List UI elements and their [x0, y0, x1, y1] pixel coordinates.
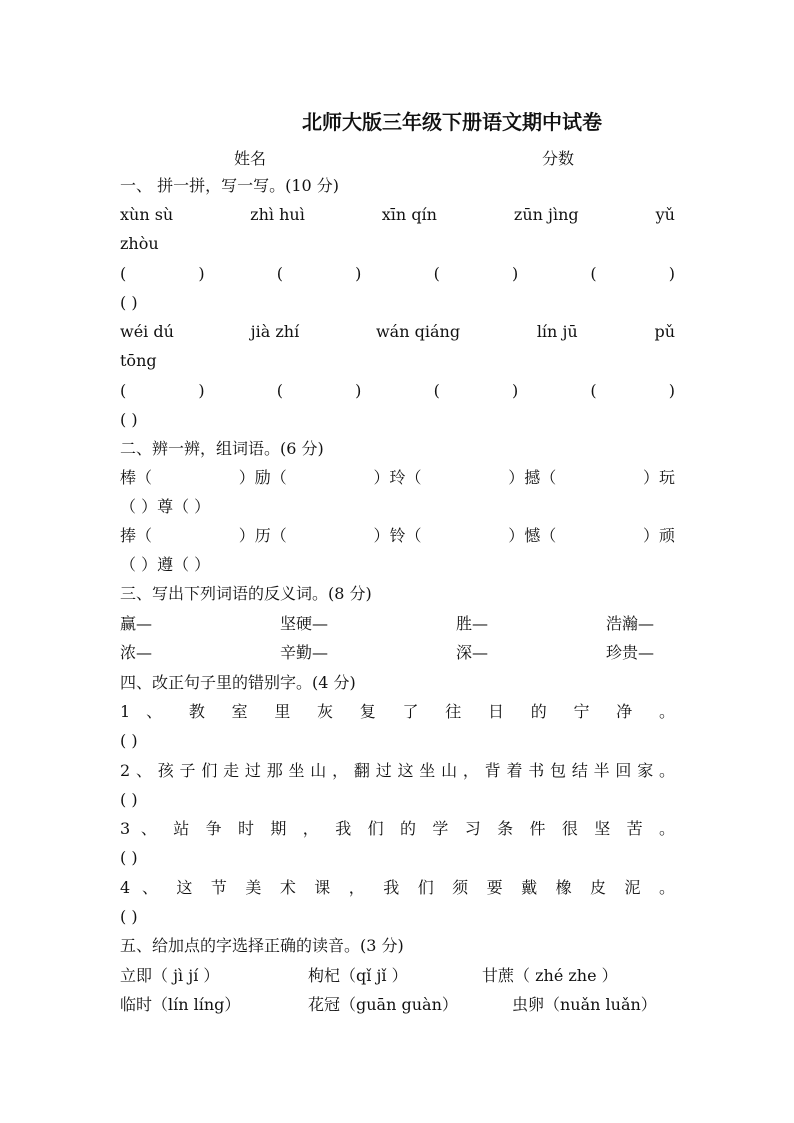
answer-blank: ( ): [120, 731, 138, 750]
word-item: ）憾（: [508, 526, 557, 545]
pinyin-row-1: [120, 205, 675, 225]
name-label: 姓名: [234, 149, 267, 168]
answer-blank-wrap-1: ( ): [120, 293, 138, 312]
paren-close: ): [668, 264, 675, 283]
antonym-item: 胜—: [456, 614, 489, 633]
pinyin-item: wán qiáng: [375, 322, 461, 341]
pinyin-item: zhì huì: [250, 205, 305, 224]
section-1-heading: 一、 拼一拼，写一写。(10 分): [120, 176, 340, 195]
antonym-item: 浓—: [120, 643, 153, 662]
pronunciation-item: 甘蔗（ zhé zhe ）: [482, 966, 618, 985]
answer-blank-wrap-2: ( ): [120, 410, 138, 429]
score-label: 分数: [542, 149, 575, 168]
page-title: 北师大版三年级下册语文期中试卷: [302, 110, 602, 134]
pinyin-wrap-2: tōng: [120, 351, 157, 370]
antonym-item: 深—: [456, 643, 489, 662]
paren-open: (: [276, 264, 284, 283]
word-group-wrap-2: （ ）遵（ ）: [120, 555, 211, 574]
paren-close: ): [668, 381, 675, 400]
pinyin-item: wéi dú: [120, 322, 174, 341]
pinyin-item: lín jū: [536, 322, 578, 341]
paren-open: (: [433, 264, 440, 283]
sentence-4: 4 、 这 节 美 术 课 ， 我 们 须 要 戴 橡 皮 泥 。: [120, 878, 675, 897]
word-item: ）玲（: [373, 468, 422, 487]
paren-open: (: [120, 381, 127, 400]
word-group-row-1: [120, 468, 675, 488]
word-item: ）历（: [238, 526, 287, 545]
sentence-2: 2、孩子们走过那坐山，翻过这坐山，背着书包结半回家。: [120, 761, 675, 780]
paren-open: (: [276, 381, 284, 400]
word-item: 棒（: [120, 468, 153, 487]
answer-blank-row-2: [120, 381, 675, 401]
section-4-heading: 四、改正句子里的错别字。(4 分): [120, 673, 356, 692]
pinyin-item: xīn qín: [381, 205, 437, 224]
word-item: ）励（: [238, 468, 287, 487]
pinyin-item: xùn sù: [120, 205, 174, 224]
word-item: ）顽: [642, 526, 675, 545]
sentence-3: 3 、 站 争 时 期 ， 我 们 的 学 习 条 件 很 坚 苦 。: [120, 819, 675, 838]
pronunciation-item: 花冠（guān guàn）: [308, 995, 458, 1014]
sentence-1: 1 、 教 室 里 灰 复 了 往 日 的 宁 净 。: [120, 702, 675, 721]
paren-close: ): [355, 264, 362, 283]
paren-close: ): [198, 381, 205, 400]
pinyin-item: pǔ: [654, 322, 675, 341]
word-item: ）玩: [642, 468, 675, 487]
paren-close: ): [355, 381, 362, 400]
antonym-item: 浩瀚—: [606, 614, 655, 633]
pinyin-item: yǔ: [655, 205, 675, 224]
antonym-item: 赢—: [120, 614, 153, 633]
pinyin-wrap-1: zhòu: [120, 234, 159, 253]
pronunciation-item: 临时（lín líng）: [120, 995, 241, 1014]
answer-blank: ( ): [120, 907, 138, 926]
answer-blank: ( ): [120, 848, 138, 867]
word-item: ）铃（: [373, 526, 422, 545]
section-5-heading: 五、给加点的字选择正确的读音。(3 分): [120, 936, 404, 955]
paren-close: ): [511, 381, 519, 400]
pinyin-row-2: [120, 322, 675, 342]
antonym-item: 坚硬—: [280, 614, 329, 633]
paren-open: (: [590, 381, 597, 400]
pinyin-item: jià zhí: [250, 322, 300, 341]
antonym-item: 辛勤—: [280, 643, 329, 662]
word-group-row-2: [120, 526, 675, 546]
section-2-heading: 二、辨一辨，组词语。(6 分): [120, 439, 324, 458]
antonym-item: 珍贵—: [606, 643, 655, 662]
pronunciation-item: 虫卵（nuǎn luǎn）: [512, 995, 657, 1014]
word-group-wrap-1: （ ）尊（ ）: [120, 497, 211, 516]
answer-blank: ( ): [120, 790, 138, 809]
word-item: ）撼（: [508, 468, 557, 487]
pinyin-item: zūn jìng: [513, 205, 579, 224]
paren-close: ): [198, 264, 205, 283]
pronunciation-item: 枸杞（qǐ jǐ ）: [308, 966, 408, 985]
pronunciation-item: 立即（ jì jí ）: [120, 966, 220, 985]
answer-blank-row-1: [120, 264, 675, 284]
section-3-heading: 三、写出下列词语的反义词。(8 分): [120, 584, 372, 603]
paren-open: (: [590, 264, 597, 283]
paren-open: (: [120, 264, 127, 283]
paren-open: (: [433, 381, 440, 400]
word-item: 捧（: [120, 526, 153, 545]
paren-close: ): [511, 264, 519, 283]
